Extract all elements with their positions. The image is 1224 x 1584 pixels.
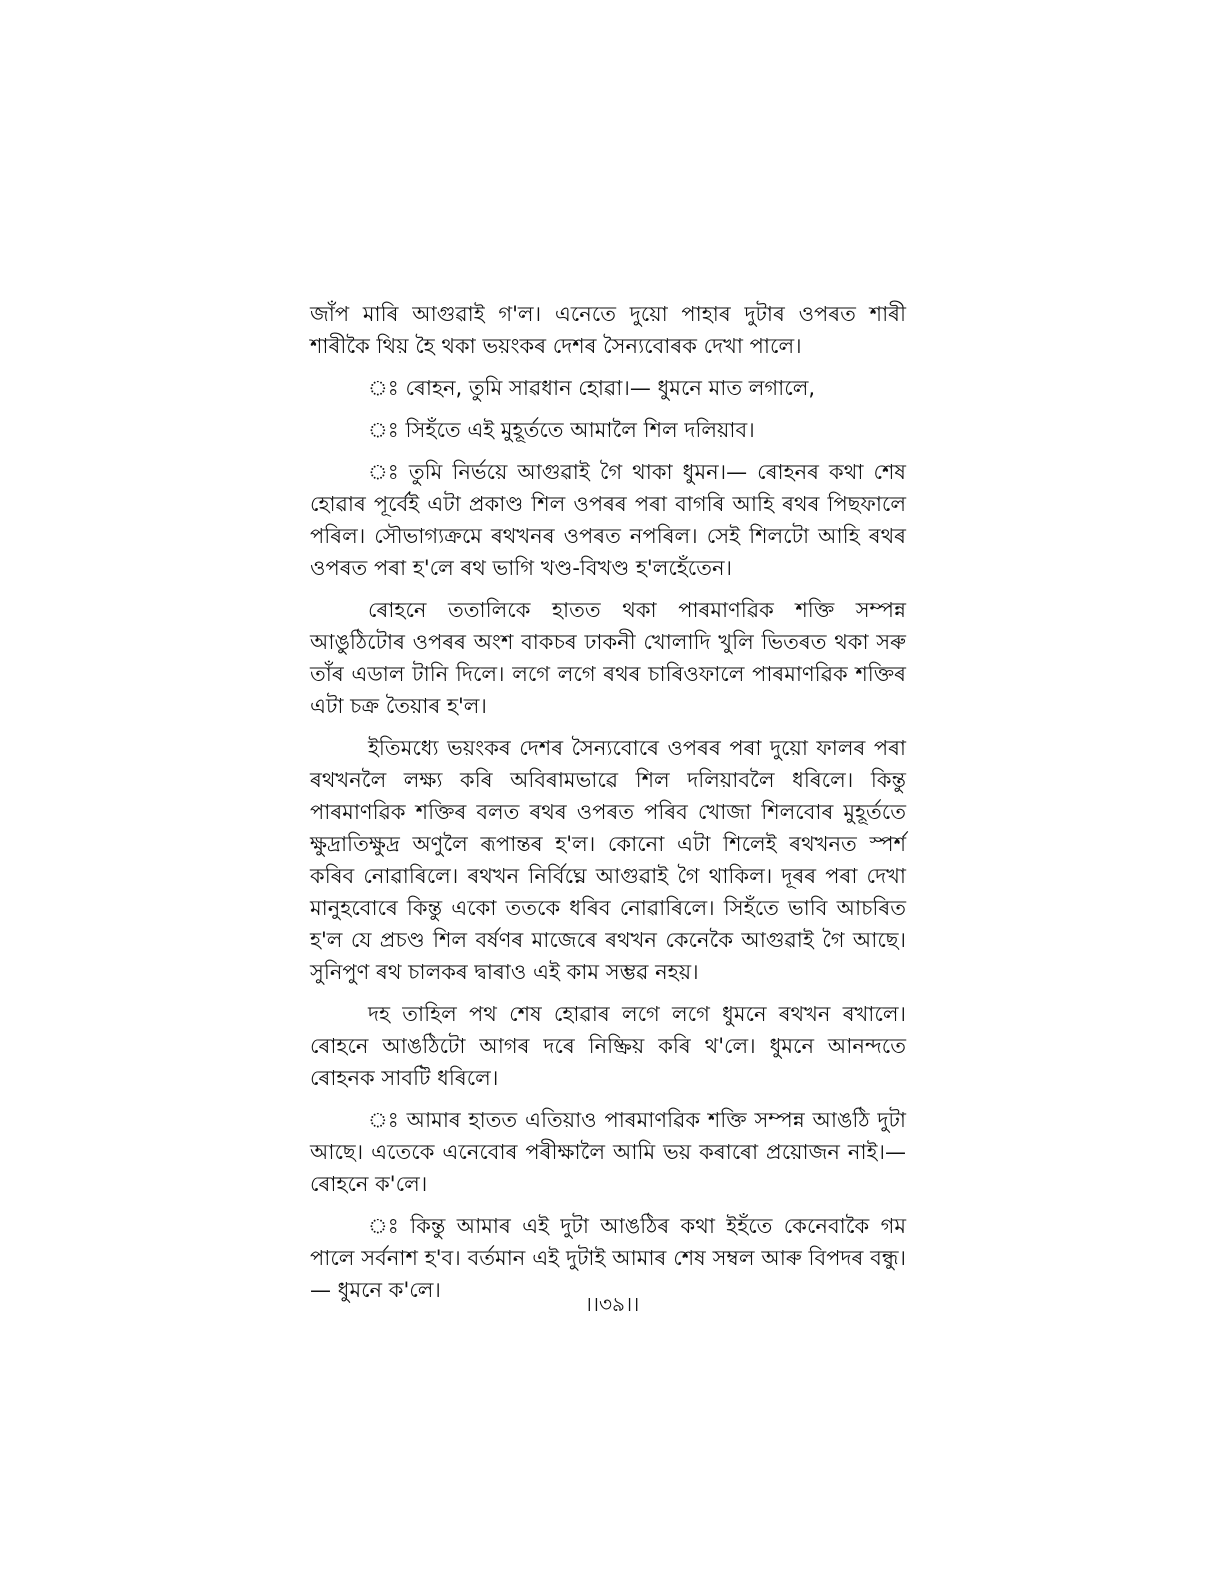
page-number: ।।৩৯।। [584,1292,640,1316]
paragraph-9: ঃ কিন্তু আমাৰ এই দুটা আঙঠিৰ কথা ইহঁতে কেনেবাকৈ গম পালে সৰ্বনাশ হ'ব। বৰ্তমান এই দুটাই আমাৰ শেষ সম্বল আৰু বিপদৰ বন্ধু।— ধুমনে ক'লে। [310,1214,906,1302]
paragraph-6: ইতিমধ্যে ভয়ংকৰ দেশৰ সৈন্যবোৰে ওপৰৰ পৰা দুয়ো ফালৰ পৰা ৰথখনলৈ লক্ষ্য কৰি অবিৰামভাৱে শিল দলিয়াবলৈ ধৰিলে। কিন্তু পাৰমাণৱিক শক্তিৰ বলত ৰথৰ ওপৰত পৰিব খোজা শিলবোৰ মুহূৰ্ততে ক্ষুদ্ৰাতিক্ষুদ্ৰ অণুলৈ ৰূপান্তৰ হ'ল। কোনো এটা শিলেই ৰথখনত স্পৰ্শ কৰিব নোৱাৰিলে। ৰথখন নিৰ্বিঘ্নে আগুৱাই গৈ থাকিল। দূৰৰ পৰা দেখা মানুহবোৰে কিন্তু একো ততকে ধৰিব নোৱাৰিলে। সিহঁতে ভাবি আচৰিত হ'ল যে প্ৰচণ্ড শিল বৰ্ষণৰ মাজেৰে ৰথখন কেনেকৈ আগুৱাই গৈ আছে। সুনিপুণ ৰথ চালকৰ দ্বাৰাও এই কাম সম্ভৱ নহয়। [310,736,906,984]
body-text [310,298,906,1316]
paragraph-2: ঃ ৰোহন, তুমি সাৱধান হোৱা।— ধুমনে মাত লগালে, [368,376,816,400]
paragraph-3: ঃ সিহঁতে এই মুহূৰ্ততে আমালৈ শিল দলিয়াব। [368,418,755,442]
paragraph-7: দহ তাহিল পথ শেষ হোৱাৰ লগে লগে ধুমনে ৰথখন ৰখালে। ৰোহনে আঙঠিটো আগৰ দৰে নিষ্ক্ৰিয় কৰি থ'লে। ধুমনে আনন্দতে ৰোহনক সাবটি ধৰিলে। [310,1002,906,1090]
paragraph-8: ঃ আমাৰ হাতত এতিয়াও পাৰমাণৱিক শক্তি সম্পন্ন আঙঠি দুটা আছে। এতেকে এনেবোৰ পৰীক্ষালৈ আমি ভয় কৰাৰো প্ৰয়োজন নাই।— ৰোহনে ক'লে। [310,1108,906,1196]
paragraph-5: ৰোহনে ততালিকে হাতত থকা পাৰমাণৱিক শক্তি সম্পন্ন আঙুঠিটোৰ ওপৰৰ অংশ বাকচৰ ঢাকনী খোলাদি খুলি ভিতৰত থকা সৰু তাঁৰ এডাল টানি দিলে। লগে লগে ৰথৰ চাৰিওফালে পাৰমাণৱিক শক্তিৰ এটা চক্ৰ তৈয়াৰ হ'ল। [310,598,906,718]
paragraph-1: জাঁপ মাৰি আগুৱাই গ'ল। এনেতে দুয়ো পাহাৰ দুটাৰ ওপৰত শাৰী শাৰীকৈ থিয় হৈ থকা ভয়ংকৰ দেশৰ সৈন্যবোৰক দেখা পালে। [310,302,906,358]
paragraph-4: ঃ তুমি নিৰ্ভয়ে আগুৱাই গৈ থাকা ধুমন।— ৰোহনৰ কথা শেষ হোৱাৰ পূৰ্বেই এটা প্ৰকাণ্ড শিল ওপৰৰ পৰা বাগৰি আহি ৰথৰ পিছফালে পৰিল। সৌভাগ্যক্ৰমে ৰথখনৰ ওপৰত নপৰিল। সেই শিলটো আহি ৰথৰ ওপৰত পৰা হ'লে ৰথ ভাগি খণ্ড-বিখণ্ড হ'লহেঁতেন। [310,460,906,580]
